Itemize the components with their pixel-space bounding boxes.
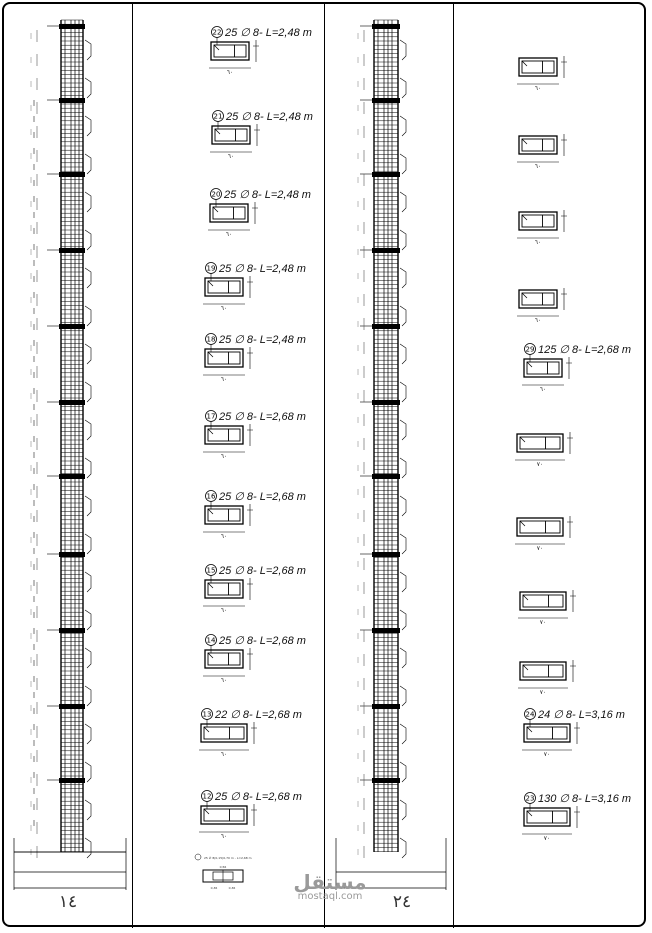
floor-slab: [372, 248, 400, 253]
stirrup-hook: [208, 509, 213, 514]
stirrup-number: 18: [206, 335, 216, 344]
stirrup-inner: [215, 129, 247, 141]
panel-d-stirrup-1: [517, 134, 567, 170]
floor-slab: [372, 778, 400, 783]
bar-hook: [400, 686, 406, 706]
stirrup-number: 29: [525, 345, 535, 354]
stirrup-dimension: ٦٠: [220, 677, 228, 684]
stirrup-dimension: ٧٠: [539, 689, 547, 696]
bar-hook: [85, 534, 91, 554]
bar-hook: [400, 572, 406, 592]
stirrup-hook: [204, 809, 209, 814]
stirrup-dimension: ٦٠: [220, 833, 228, 840]
stirrup-hook: [208, 429, 213, 434]
stirrup-dimension: ٦٠: [534, 85, 542, 92]
bottom-stirrup-detail: [195, 854, 252, 890]
bar-hook: [400, 306, 406, 326]
panel-b-stirrup-7: [203, 565, 306, 615]
stirrup-number: 12: [202, 792, 212, 801]
stirrup-hook: [522, 61, 527, 66]
stirrup-hook: [527, 362, 532, 367]
stirrup-spec: 25 ∅ 8- L=2,68 m: [219, 491, 306, 503]
bar-hook: [85, 458, 91, 478]
stirrup-dimension: ٧٠: [536, 461, 544, 468]
stirrup-dimension: ٦٠: [539, 386, 547, 393]
stirrup-dimension: ٦٠: [534, 239, 542, 246]
detail-top-dim: 0,56: [219, 865, 227, 869]
stirrup-inner: [520, 521, 560, 533]
stirrup-dimension: ٦٠: [225, 231, 233, 238]
bar-hook: [85, 344, 91, 364]
bar-hook: [85, 382, 91, 402]
bar-hook: [400, 154, 406, 174]
watermark-latin: mostaql.com: [297, 891, 363, 902]
watermark-arabic: مستقل: [293, 870, 367, 894]
stirrup-hook: [522, 215, 527, 220]
bar-hook: [400, 458, 406, 478]
bar-hook: [85, 154, 91, 174]
bar-hook: [85, 724, 91, 744]
stirrup-spec: 25 ∅ 8- L=2,48 m: [225, 27, 312, 39]
bar-hook: [85, 306, 91, 326]
stirrup-dimension: ٧٠: [543, 835, 551, 842]
stirrup-dimension: ٦٠: [534, 317, 542, 324]
bar-hook: [400, 724, 406, 744]
stirrup-dimension: ٦٠: [220, 607, 228, 614]
stirrup-number: 15: [206, 566, 216, 575]
stirrup-hook: [204, 727, 209, 732]
stirrup-dimension: ٦٠: [220, 376, 228, 383]
stirrup-spec: 25 ∅ 8- L=2,68 m: [215, 791, 302, 803]
stirrup-spec: 25 ∅ 8- L=2,48 m: [224, 189, 311, 201]
stirrup-dimension: ٧٠: [539, 619, 547, 626]
floor-slab: [59, 778, 85, 783]
stirrup-inner: [527, 727, 567, 739]
floor-slab: [59, 24, 85, 29]
stirrup-spec: 125 ∅ 8- L=2,68 m: [538, 344, 632, 356]
floor-slab: [372, 400, 400, 405]
detail-bottom-dim: 0,36: [228, 886, 236, 890]
panel-d-stirrup-7: [518, 590, 576, 626]
bar-hook: [85, 40, 91, 60]
detail-spec: 25 ∅ 8(0,15)0,70 m - L=2,68 m: [204, 856, 252, 860]
stirrup-number: 23: [525, 794, 535, 803]
panel-b-stirrup-3: [203, 263, 306, 313]
bar-hook: [400, 648, 406, 668]
stirrup-spec: 25 ∅ 8- L=2,48 m: [226, 111, 313, 123]
panel-b-stirrup-8: [203, 635, 306, 685]
stirrup-dimension: ٦٠: [226, 69, 234, 76]
stirrup-hook: [527, 727, 532, 732]
stirrup-number: 21: [213, 112, 223, 121]
bar-hook: [85, 496, 91, 516]
bar-hook: [400, 382, 406, 402]
stirrup-hook: [522, 139, 527, 144]
panel-d-stirrup-2: [517, 210, 567, 246]
stirrup-hook: [208, 583, 213, 588]
column-elevation-a: [14, 20, 126, 890]
panel-b-stirrup-1: [210, 111, 313, 161]
stirrup-hook: [215, 129, 220, 134]
bar-hook: [85, 420, 91, 440]
floor-slab: [372, 474, 400, 479]
stirrup-dimension: ٦٠: [220, 751, 228, 758]
stirrup-inner: [527, 362, 559, 374]
stirrup-number: 19: [206, 264, 216, 273]
stirrup-number: 14: [206, 636, 216, 645]
stirrup-inner: [208, 509, 240, 521]
stirrup-spec: 25 ∅ 8- L=2,68 m: [219, 635, 306, 647]
bar-hook: [85, 762, 91, 782]
elevation-label-a: ١٤: [58, 892, 78, 912]
bar-hook: [85, 230, 91, 250]
bar-hook: [400, 116, 406, 136]
stirrup-hook: [208, 653, 213, 658]
floor-slab: [59, 172, 85, 177]
bar-hook: [400, 838, 406, 858]
panel-d-stirrup-9: [522, 709, 625, 759]
bar-hook: [400, 344, 406, 364]
stirrup-inner: [208, 281, 240, 293]
bar-hook: [85, 838, 91, 858]
stirrup-dimension: ٦٠: [220, 305, 228, 312]
panel-b-stirrup-9: [199, 709, 302, 759]
bar-hook: [85, 268, 91, 288]
stirrup-spec: 25 ∅ 8- L=2,48 m: [219, 334, 306, 346]
stirrup-dimension: ٦٠: [227, 153, 235, 160]
stirrup-number: 17: [206, 412, 216, 421]
stirrup-inner: [213, 207, 245, 219]
panel-d-stirrup-10: [522, 793, 631, 843]
panel-b-stirrup-2: [208, 189, 311, 239]
bar-hook: [400, 496, 406, 516]
stirrup-inner: [522, 215, 554, 227]
stirrup-dimension: ٧٠: [536, 545, 544, 552]
stirrup-inner: [523, 595, 563, 607]
panel-d-stirrup-4: [522, 344, 631, 394]
stirrup-schedule-d: [515, 56, 631, 842]
stirrup-schedule-b: [199, 27, 313, 841]
floor-slab: [372, 704, 400, 709]
stirrup-spec: 22 ∅ 8- L=2,68 m: [215, 709, 302, 721]
stirrup-hook: [214, 45, 219, 50]
bar-hook: [85, 572, 91, 592]
panel-d-stirrup-3: [517, 288, 567, 324]
stirrup-inner: [522, 61, 554, 73]
bar-hook: [85, 648, 91, 668]
bar-hook: [400, 40, 406, 60]
stirrup-hook: [208, 281, 213, 286]
panel-b-stirrup-6: [203, 491, 306, 541]
stirrup-hook: [520, 521, 525, 526]
stirrup-hook: [527, 811, 532, 816]
stirrup-spec: 130 ∅ 8- L=3,16 m: [538, 793, 632, 805]
stirrup-number: 22: [212, 28, 222, 37]
detail-bottom-dim: 0,36: [210, 886, 218, 890]
bar-hook: [400, 230, 406, 250]
stirrup-hook: [213, 207, 218, 212]
stirrup-inner: [522, 139, 554, 151]
stirrup-inner: [208, 583, 240, 595]
panel-d-stirrup-8: [518, 660, 576, 696]
bar-hook: [85, 78, 91, 98]
stirrup-dimension: ٧٠: [543, 751, 551, 758]
floor-slab: [59, 704, 85, 709]
stirrup-inner: [208, 352, 240, 364]
panel-d-stirrup-6: [515, 516, 573, 552]
stirrup-hook: [520, 437, 525, 442]
floor-slab: [59, 324, 85, 329]
stirrup-inner: [522, 293, 554, 305]
stirrup-inner: [204, 727, 244, 739]
stirrup-inner: [527, 811, 567, 823]
bar-hook: [400, 534, 406, 554]
stirrup-inner: [520, 437, 560, 449]
bar-hook: [400, 800, 406, 820]
bar-hook: [85, 116, 91, 136]
stirrup-spec: 25 ∅ 8- L=2,68 m: [219, 411, 306, 423]
stirrup-spec: 24 ∅ 8- L=3,16 m: [538, 709, 625, 721]
stirrup-hook: [523, 595, 528, 600]
panel-b-stirrup-4: [203, 334, 306, 384]
bar-hook: [400, 762, 406, 782]
stirrup-number: 20: [211, 190, 221, 199]
floor-slab: [59, 98, 85, 103]
detail-number-circle: [195, 854, 201, 860]
bar-hook: [85, 610, 91, 630]
bar-hook: [85, 192, 91, 212]
floor-slab: [372, 24, 400, 29]
bar-hook: [400, 268, 406, 288]
floor-slab: [59, 400, 85, 405]
floor-slab: [372, 172, 400, 177]
bar-hook: [400, 610, 406, 630]
stirrup-hook: [522, 293, 527, 298]
stirrup-spec: 25 ∅ 8- L=2,48 m: [219, 263, 306, 275]
stirrup-hook: [523, 665, 528, 670]
stirrup-hook: [208, 352, 213, 357]
stirrup-dimension: ٦٠: [534, 163, 542, 170]
stirrup-inner: [208, 653, 240, 665]
stirrup-number: 16: [206, 492, 216, 501]
stirrup-dimension: ٦٠: [220, 453, 228, 460]
stirrup-number: 24: [525, 710, 535, 719]
stirrup-number: 13: [202, 710, 212, 719]
bar-hook: [85, 800, 91, 820]
panel-d-stirrup-0: [517, 56, 567, 92]
panel-b-stirrup-5: [203, 411, 306, 461]
panel-b-stirrup-10: [199, 791, 302, 841]
stirrup-inner: [208, 429, 240, 441]
stirrup-inner: [523, 665, 563, 677]
stirrup-inner: [204, 809, 244, 821]
bar-hook: [85, 686, 91, 706]
bar-hook: [400, 420, 406, 440]
panel-d-stirrup-5: [515, 432, 573, 468]
stirrup-spec: 25 ∅ 8- L=2,68 m: [219, 565, 306, 577]
floor-slab: [59, 552, 85, 557]
floor-slab: [372, 552, 400, 557]
floor-slab: [372, 98, 400, 103]
bar-hook: [400, 78, 406, 98]
floor-slab: [59, 474, 85, 479]
stirrup-dimension: ٦٠: [220, 533, 228, 540]
floor-slab: [59, 628, 85, 633]
panel-b-stirrup-0: [209, 27, 312, 77]
floor-slab: [372, 324, 400, 329]
floor-slab: [372, 628, 400, 633]
elevation-label-c: ٢٤: [392, 892, 412, 912]
stirrup-inner: [214, 45, 246, 57]
floor-slab: [59, 248, 85, 253]
bar-hook: [400, 192, 406, 212]
watermark: [290, 872, 370, 902]
